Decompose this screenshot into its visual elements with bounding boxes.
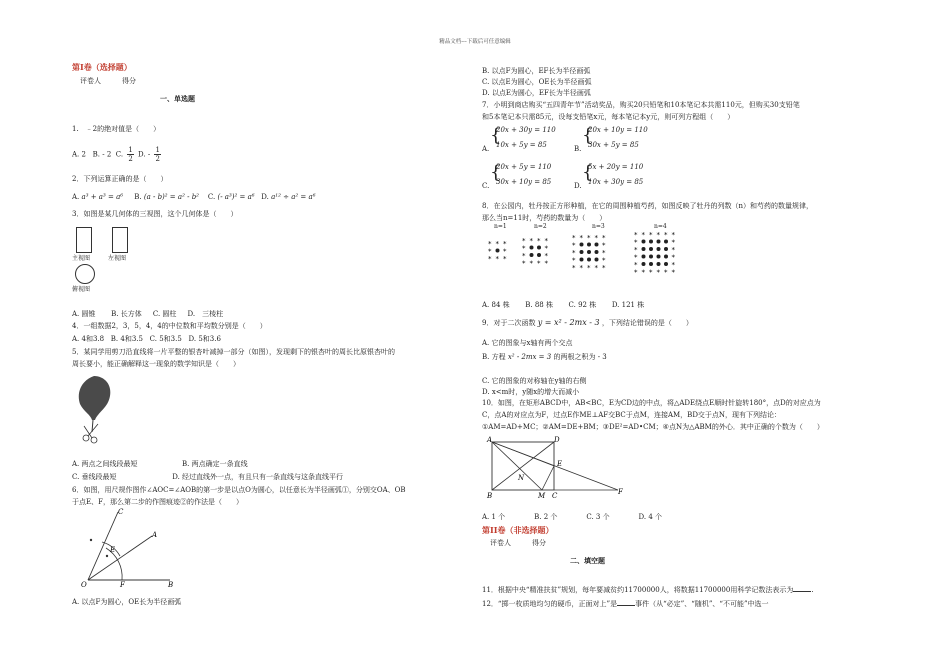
peony-surround-asterisk: * <box>634 231 638 239</box>
peony-surround-asterisk: * <box>579 234 583 242</box>
peony-surround-asterisk: * <box>671 246 675 254</box>
q7-option-b: B. <box>574 145 582 153</box>
front-view-label: 主视图 <box>72 255 91 262</box>
q1-fraction-d: $\frac{1}{2}$ <box>155 146 160 163</box>
peony-dot <box>664 247 668 251</box>
peony-surround-asterisk: * <box>602 264 606 272</box>
peony-surround-asterisk: * <box>503 247 507 256</box>
label-b: B <box>168 581 174 588</box>
pattern-label-n4: n=4 <box>654 223 667 230</box>
q10-option-d: D. 4 个 <box>638 513 663 521</box>
label-m: M <box>538 492 546 500</box>
label-b: B <box>487 492 493 500</box>
peony-surround-asterisk: * <box>488 247 492 256</box>
q6-option-d: D. 以点E为圆心，EF长为半径画弧 <box>482 89 591 97</box>
label-a: A <box>487 436 493 444</box>
peony-surround-asterisk: * <box>641 231 645 239</box>
peony-surround-asterisk: * <box>649 268 653 277</box>
q4-option-b: B. 4和3.5 <box>110 335 143 343</box>
q2-expr-c: (- a³)² = a⁶ <box>217 193 255 201</box>
peony-dot <box>649 240 653 244</box>
q2-expr-a: a³ + a³ = a⁶ <box>81 193 124 201</box>
pattern-label-n1: n=1 <box>494 223 507 230</box>
q7-system-b: { 20x + 10y = 110 30x + 5y = 85 <box>582 125 648 149</box>
rectangle-abcd-diagram <box>484 434 634 500</box>
peony-surround-asterisk: * <box>671 231 675 239</box>
peony-surround-asterisk: * <box>602 249 606 257</box>
peony-dot <box>530 246 534 250</box>
peony-surround-asterisk: * <box>488 255 492 263</box>
side-view-rect <box>112 227 128 253</box>
q2-option-d: D. <box>261 193 269 201</box>
peony-dot <box>664 262 668 266</box>
peony-surround-asterisk: * <box>488 240 492 248</box>
q5-option-c: C. 垂线段最短 <box>72 473 117 481</box>
peony-surround-asterisk: * <box>634 246 638 254</box>
peony-surround-asterisk: * <box>634 238 638 247</box>
peony-surround-asterisk: * <box>656 231 660 239</box>
question-1: 1. ﹣2的绝对值是（ ） <box>72 125 161 133</box>
label-e: E <box>110 546 116 554</box>
peony-surround-asterisk: * <box>544 237 548 245</box>
peony-surround-asterisk: * <box>544 259 548 268</box>
peony-surround-asterisk: * <box>522 244 526 253</box>
q10-option-b: B. 2 个 <box>534 513 558 521</box>
q9-option-c: C. 它的图象的对称轴在y轴的右侧 <box>482 377 587 385</box>
peony-surround-asterisk: * <box>537 237 541 245</box>
peony-surround-asterisk: * <box>572 249 576 257</box>
q8-options <box>482 300 644 310</box>
peony-dot <box>649 255 653 259</box>
question-8-line2: 那么当n=11时，芍药的数量为（ ） <box>482 214 607 222</box>
section-single-choice: 一、单选题 <box>160 94 195 103</box>
peony-surround-asterisk: * <box>544 252 548 260</box>
peony-surround-asterisk: * <box>602 256 606 265</box>
peony-surround-asterisk: * <box>641 268 645 277</box>
peony-dot <box>587 258 591 262</box>
q2-options <box>72 192 316 202</box>
volume-1-title: 第Ⅰ卷（选择题） <box>72 62 132 72</box>
q8-option-c: C. 92 株 <box>568 301 597 309</box>
q7-option-c: C. <box>482 182 490 190</box>
q7-system-c: { 20x + 5y = 110 30x + 10y = 85 <box>490 162 552 186</box>
label-o: O <box>81 581 87 588</box>
peony-surround-asterisk: * <box>522 252 526 260</box>
question-2: 2．下列运算正确的是（ ） <box>72 175 168 183</box>
peony-surround-asterisk: * <box>522 237 526 245</box>
front-view-rect <box>76 227 92 253</box>
peony-dot <box>580 243 584 247</box>
q8-option-b: B. 88 株 <box>525 301 553 309</box>
q1-option-a: A. 2 <box>72 150 86 159</box>
peony-dot <box>595 250 599 254</box>
peony-surround-asterisk: * <box>503 240 507 248</box>
q5-option-d: D. 经过直线外一点，有且只有一条直线与这条直线平行 <box>172 473 344 481</box>
q10-options <box>482 512 662 522</box>
ginkgo-leaf-illustration <box>74 374 114 449</box>
q9-option-a: A. 它的图象与x轴有两个交点 <box>482 339 573 347</box>
section-fill-in: 二、填空题 <box>570 556 605 565</box>
peony-surround-asterisk: * <box>671 238 675 247</box>
q5-option-b: B. 两点确定一条直线 <box>182 460 248 468</box>
peony-dot <box>657 262 661 266</box>
label-f: F <box>120 581 125 588</box>
page-header: 精品文档---下载后可任意编辑 <box>439 39 511 45</box>
peony-surround-asterisk: * <box>594 264 598 272</box>
peony-dot <box>595 243 599 247</box>
label-e: E <box>557 460 563 468</box>
question-7-line1: 7．小明到商店购买“五四青年节”活动奖品，购买20只铅笔和10本笔记本共需110元，但购买30支铅笔 <box>482 101 800 109</box>
peony-surround-asterisk: * <box>587 234 591 242</box>
q1-option-d: D. <box>138 150 146 159</box>
peony-dot <box>657 255 661 259</box>
peony-surround-asterisk: * <box>671 268 675 277</box>
q1-fraction-c: $\frac{1}{2}$ <box>128 146 133 163</box>
peony-surround-asterisk: * <box>602 241 606 250</box>
q9-equation: x² - 2mx = 3 <box>507 353 552 361</box>
q3-option-c: C. 圆柱 <box>152 310 177 318</box>
peony-dot <box>657 247 661 251</box>
question-10-line3: ①AM=AD+MC；②AM=DE+BM；③DE²=AD•CM；④点N为△ABM的外心．其中正确的个数为（ ） <box>482 423 824 431</box>
q10-option-a: A. 1 个 <box>482 513 506 521</box>
peony-dot <box>642 262 646 266</box>
question-6-line1: 6．如图，用尺规作图作∠AOC=∠AOB的第一步是以点O为圆心，以任意长为半径画弧①，分别交OA、OB <box>72 486 406 494</box>
side-view-label: 左视图 <box>108 255 127 262</box>
question-3: 3．如图是某几何体的三视图，这个几何体是（ ） <box>72 210 238 218</box>
grader-label: 评卷人 <box>80 77 101 85</box>
peony-surround-asterisk: * <box>529 259 533 268</box>
q3-option-d: D. 三棱柱 <box>187 310 224 318</box>
q2-option-b: B. <box>134 193 142 201</box>
q8-option-a: A. 84 株 <box>482 301 510 309</box>
peony-surround-asterisk: * <box>602 234 606 242</box>
q1-option-b: B. - 2 <box>92 150 112 159</box>
q8-option-d: D. 121 株 <box>611 301 645 309</box>
q7-system-d: { 5x + 20y = 110 10x + 30y = 85 <box>582 162 644 186</box>
q10-option-c: C. 3 个 <box>586 513 610 521</box>
q4-option-d: D. 5和3.6 <box>188 335 221 343</box>
question-8-line1: 8．在公园内，牡丹按正方形种植，在它的周围种植芍药，如图反映了牡丹的列数（n）和芍药的数量规律， <box>482 202 813 210</box>
pattern-label-n3: n=3 <box>592 223 605 230</box>
q5-options-row1 <box>72 459 248 469</box>
label-a: A <box>152 531 158 539</box>
angle-construction-diagram <box>80 506 180 588</box>
question-4: 4．一组数据2，3，5，4，4的中位数和平均数分别是（ ） <box>72 322 267 330</box>
label-c: C <box>118 508 124 516</box>
peony-dot <box>537 253 541 257</box>
q1-neg-sign: - <box>147 150 151 159</box>
peony-dot <box>642 247 646 251</box>
q9-function-expr: y = x² - 2mx - 3 <box>537 318 600 327</box>
peony-dot <box>664 255 668 259</box>
peony-dot <box>587 250 591 254</box>
peony-dot <box>537 246 541 250</box>
peony-surround-asterisk: * <box>649 231 653 239</box>
label-f: F <box>618 488 623 496</box>
peony-surround-asterisk: * <box>594 234 598 242</box>
question-12: 12．“掷一枚质地均匀的硬币，正面对上”是 事件（从“必定”、“随机”、“不可能”中选一 <box>482 600 769 608</box>
peony-surround-asterisk: * <box>671 253 675 262</box>
label-n: N <box>518 474 525 482</box>
q2-expr-d: a¹² ÷ a² = a⁶ <box>271 193 316 201</box>
pattern-label-n2: n=2 <box>534 223 547 230</box>
peony-surround-asterisk: * <box>656 268 660 277</box>
peony-dot <box>595 258 599 262</box>
peony-surround-asterisk: * <box>664 268 668 277</box>
q2-option-c: C. <box>207 193 216 201</box>
q5-option-a: A. 两点之间线段最短 <box>72 460 138 468</box>
q4-option-a: A. 4和3.8 <box>72 335 105 343</box>
peony-surround-asterisk: * <box>495 240 499 248</box>
question-5-line1: 5．某同学用剪刀沿直线将一片平整的银杏叶减掉一部分（如图），发现剩下的银杏叶的周长比原银杏叶的 <box>72 348 395 356</box>
q9-option-d: D. x<m时，y随x的增大而减小 <box>482 388 580 396</box>
peony-dot <box>496 249 500 253</box>
grader-label-2: 评卷人 <box>490 539 511 547</box>
q12-answer-blank[interactable] <box>617 598 635 606</box>
peony-dot <box>649 262 653 266</box>
label-d: D <box>554 436 560 444</box>
q6-option-a: A. 以点F为圆心，OE长为半径画弧 <box>72 598 182 606</box>
q5-options-row2 <box>72 472 343 482</box>
q6-option-c: C. 以点E为圆心，OE长为半径画弧 <box>482 78 592 86</box>
peony-surround-asterisk: * <box>544 244 548 253</box>
q7-system-a: { 20x + 30y = 110 10x + 5y = 85 <box>490 125 556 149</box>
question-7-line2: 和5本笔记本只需85元，设每支铅笔x元，每本笔记本y元，则可列方程组（ ） <box>482 113 735 121</box>
q4-option-c: C. 5和3.5 <box>149 335 182 343</box>
peony-dot <box>642 240 646 244</box>
q7-option-d: D. <box>574 182 582 190</box>
q2-option-a: A. <box>72 193 80 201</box>
q4-options <box>72 334 221 344</box>
peony-surround-asterisk: * <box>634 268 638 277</box>
peony-dot <box>530 253 534 257</box>
peony-surround-asterisk: * <box>529 237 533 245</box>
peony-surround-asterisk: * <box>503 255 507 263</box>
question-10-line1: 10．如图，在矩形ABCD中，AB<BC，E为CD边的中点，将△ADE绕点E顺时针旋转180°，点D的对应点为 <box>482 399 821 407</box>
peony-surround-asterisk: * <box>572 264 576 272</box>
peony-dot <box>587 243 591 247</box>
peony-surround-asterisk: * <box>579 264 583 272</box>
question-10-line2: C，点A的对应点为F，过点E作ME⊥AF交BC于点M，连接AM，BD交于点N，现有下列结论： <box>482 411 782 419</box>
score-label: 得分 <box>122 77 136 85</box>
question-9: 9．对于二次函数 y = x² - 2mx - 3 ，下列结论错误的是（ ） <box>482 318 693 327</box>
peony-surround-asterisk: * <box>572 241 576 250</box>
peony-surround-asterisk: * <box>537 259 541 268</box>
peony-dot <box>649 247 653 251</box>
peony-surround-asterisk: * <box>572 234 576 242</box>
q3-option-b: B. 长方体 <box>111 310 142 318</box>
q11-answer-blank[interactable] <box>793 584 811 592</box>
question-5-line2: 周长要小，能正确解释这一现象的数学知识是（ ） <box>72 360 240 368</box>
peony-dot <box>664 240 668 244</box>
q3-options <box>72 309 223 319</box>
top-view-label: 俯视图 <box>72 286 91 293</box>
question-6-line2: 于点E、F，那么第二步的作图痕迹②的作法是（ ） <box>72 498 243 506</box>
q9-option-b: B. 方程 x² - 2mx = 3 的两根之积为 - 3 <box>482 353 607 361</box>
peony-surround-asterisk: * <box>522 259 526 268</box>
peony-surround-asterisk: * <box>587 264 591 272</box>
q2-expr-b: (a - b)² = a² - b² <box>143 193 199 201</box>
question-11: 11．根据中央“精准扶贫”规划，每年要减贫约11700000人，将数据11700000用科学记数法表示为 . <box>482 586 814 594</box>
score-label-2: 得分 <box>532 539 546 547</box>
peony-surround-asterisk: * <box>664 231 668 239</box>
top-view-circle <box>75 264 95 284</box>
peony-surround-asterisk: * <box>572 256 576 265</box>
peony-pattern-figure <box>486 230 736 296</box>
label-c: C <box>552 492 558 500</box>
peony-dot <box>580 250 584 254</box>
peony-surround-asterisk: * <box>671 261 675 269</box>
peony-surround-asterisk: * <box>634 261 638 269</box>
q7-option-a: A. <box>482 145 490 153</box>
peony-surround-asterisk: * <box>495 255 499 263</box>
peony-dot <box>642 255 646 259</box>
volume-2-title: 第II卷（非选择题） <box>482 525 554 535</box>
peony-dot <box>580 258 584 262</box>
q6-option-b: B. 以点F为圆心，EF长为半径画弧 <box>482 67 591 75</box>
q3-option-a: A. 圆锥 <box>72 310 96 318</box>
peony-surround-asterisk: * <box>634 253 638 262</box>
q1-options <box>72 146 163 163</box>
q1-option-c: C. <box>115 150 124 159</box>
peony-dot <box>657 240 661 244</box>
